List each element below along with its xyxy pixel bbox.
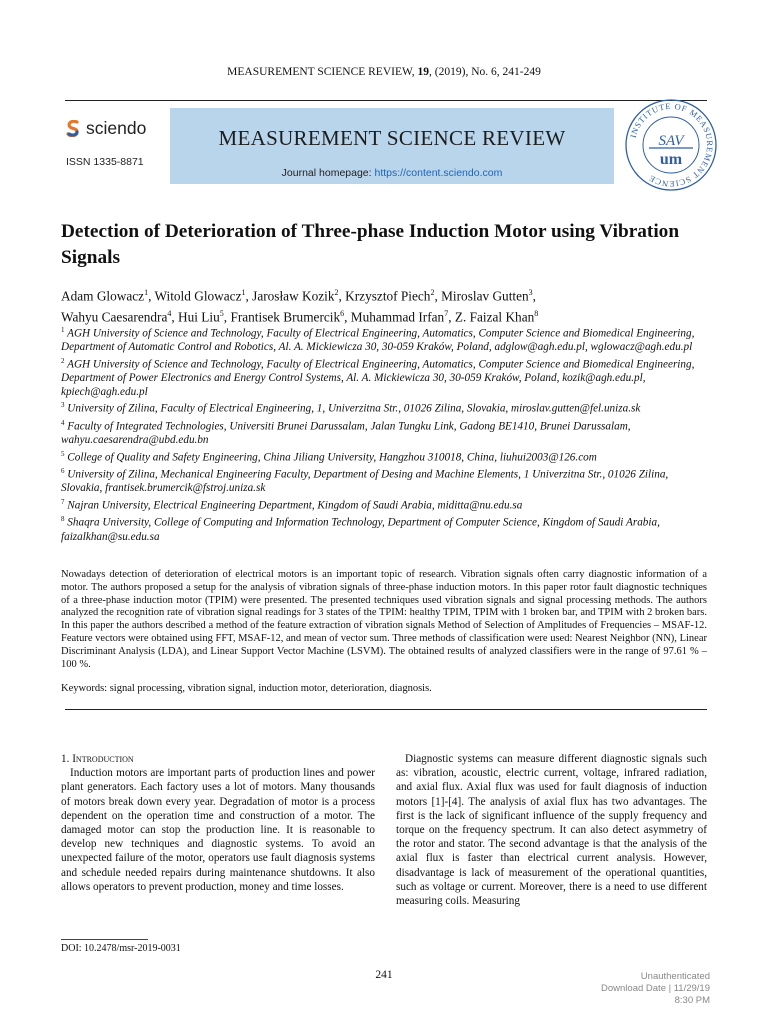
keywords: Keywords: signal processing, vibration signal, induction motor, deterioration, diagnosis.	[61, 683, 432, 694]
homepage-label: Journal homepage:	[281, 167, 372, 179]
affiliation-number: 3	[61, 401, 65, 410]
affiliation-item	[61, 417, 711, 448]
author-separator: ,	[344, 309, 351, 325]
affiliation-list	[61, 324, 711, 544]
homepage-link[interactable]: https://content.sciendo.com	[374, 167, 503, 179]
author-affiliation-mark: 1	[241, 288, 246, 297]
author-name: Miroslav Gutten	[441, 288, 529, 304]
author-affiliation-mark: 5	[219, 309, 224, 319]
affiliation-number: 8	[61, 515, 65, 524]
institute-seal-icon	[624, 98, 718, 192]
affiliation-number: 5	[61, 449, 65, 458]
author-separator: ,	[434, 288, 442, 304]
page-number: 241	[375, 969, 393, 981]
affiliation-text: University of Zilina, Faculty of Electrical Engineering, 1, Univerzitna Str., 01026 Zilina, Slovakia, miroslav.gutten@fel.uniza.sk	[67, 403, 641, 416]
affiliation-item	[61, 399, 711, 416]
journal-homepage	[170, 167, 614, 179]
affiliation-number: 1	[61, 326, 65, 334]
seal-bottom-text: um	[659, 151, 683, 168]
journal-issue-pages: , (2019), No. 6, 241-249	[429, 66, 541, 78]
affiliation-text: Najran University, Electrical Engineering Department, Kingdom of Saudi Arabia, miditta@nu.edu.sa	[67, 499, 523, 512]
author-list	[61, 284, 711, 327]
author-affiliation-mark: 6	[340, 309, 345, 319]
left-paragraph: Induction motors are important parts of production lines and power plant generators. Each factory uses a lot of motors. Many thousands of motors break down every year. Degradation of motor is a process dependent on the operation time and construction of a motor. The damaged motor can stop the production line. It is reasonable to develop new techniques and diagnostic systems. To avoid an unexpected failure of the motor, operators use fault diagnosis systems and schedule needed repairs during maintenance shutdowns. It also allows operators to prevent production, money and time losses.	[61, 767, 375, 893]
header-rule	[65, 100, 707, 101]
publisher-name: sciendo	[86, 118, 147, 138]
author-name: Z. Faizal Khan	[454, 309, 535, 325]
author-name: Wahyu Caesarendra	[61, 309, 168, 325]
affiliation-item	[61, 324, 711, 355]
issn: ISSN 1335-8871	[66, 156, 144, 168]
affiliation-item	[61, 448, 711, 465]
affiliation-item	[61, 496, 711, 513]
abstract-rule	[65, 709, 707, 710]
affiliation-text: Faculty of Integrated Technologies, Universiti Brunei Darussalam, Jalan Tungku Link, Gadong BE1410, Brunei Darussalam, wahyu.caesarendra@ubd.edu.bn	[61, 420, 631, 447]
author-separator: ,	[171, 309, 179, 325]
section-number: 1.	[61, 753, 73, 765]
author-name: Frantisek Brumercik	[230, 309, 341, 325]
seal-top-text: SAV	[658, 133, 684, 149]
affiliation-text: University of Zilina, Mechanical Engineering Faculty, Department of Desing and Machine Elements, 1 Univerzitna Str., 01026 Zilina, Slovakia, frantisek.brumercik@fstroj.uniza.sk	[61, 468, 669, 495]
author-separator: ,	[532, 288, 536, 304]
affiliation-text: College of Quality and Safety Engineering, China Jiliang University, Hangzhou 310018, China, liuhui2003@126.com	[67, 451, 597, 464]
author-affiliation-mark: 3	[528, 288, 533, 297]
author-affiliation-mark: 2	[430, 288, 435, 297]
journal-volume: 19	[417, 66, 430, 78]
body-left-column	[61, 752, 375, 894]
section-title: Introduction	[72, 753, 134, 765]
download-stamp	[580, 971, 710, 1007]
affiliation-number: 2	[61, 356, 65, 365]
affiliation-text: Shaqra University, College of Computing and Information Technology, Department of Computer Science, Kingdom of Saudi Arabia, faizalkhan@su.edu.sa	[61, 517, 660, 543]
author-name: Hui Liu	[178, 309, 220, 325]
author-name: Muhammad Irfan	[350, 309, 445, 325]
author-affiliation-mark: 7	[444, 309, 449, 319]
affiliation-text: AGH University of Science and Technology, Faculty of Electrical Engineering, Automatics, Computer Science and Biomedical Engineering, Department of Automatic Control and Robotics, Al. A. Mickiewicza 30, 30-059 Kraków, Poland, adglow@agh.edu.pl, wglowacz@agh.edu.pl	[61, 327, 695, 354]
affiliation-text: AGH University of Science and Technology, Faculty of Electrical Engineering, Automatics, Computer Science and Biomedical Engineering, Department of Power Electronics and Energy Control Systems, Al. A. Mickiewicza 30, 30-059 Kraków, Poland, kozik@agh.edu.pl, kpiech@agh.edu.pl	[61, 358, 695, 398]
unauthenticated-label: Unauthenticated	[640, 971, 710, 982]
author-separator: ,	[245, 288, 253, 304]
affiliation-number: 4	[61, 418, 65, 427]
affiliation-item	[61, 355, 711, 400]
affiliation-number: 7	[61, 497, 65, 506]
affiliation-item	[61, 465, 711, 496]
author-name: Krzysztof Piech	[345, 288, 431, 304]
affiliation-item	[61, 513, 711, 544]
author-name: Jarosław Kozik	[252, 288, 335, 304]
seal-ring-text: INSTITUTE OF MEASUREMENT SCIENCE	[628, 101, 715, 189]
banner-title: MEASUREMENT SCIENCE REVIEW	[218, 126, 566, 150]
download-date: Download Date | 11/29/19 8:30 PM	[601, 983, 710, 1006]
affiliation-number: 6	[61, 467, 65, 476]
journal-name: MEASUREMENT SCIENCE REVIEW,	[227, 66, 418, 78]
article-title: Detection of Deterioration of Three-phase Induction Motor using Vibration Signals	[61, 221, 680, 268]
body-right-column	[396, 752, 707, 908]
journal-citation	[0, 66, 768, 78]
author-name: Witold Glowacz	[154, 288, 242, 304]
author-separator: ,	[448, 309, 455, 325]
author-separator: ,	[223, 309, 231, 325]
author-separator: ,	[338, 288, 346, 304]
sciendo-logo	[66, 118, 146, 139]
doi: DOI: 10.2478/msr-2019-0031	[61, 943, 181, 954]
section-heading	[61, 752, 375, 766]
author-affiliation-mark: 4	[167, 309, 172, 319]
author-affiliation-mark: 1	[144, 288, 149, 297]
author-separator: ,	[148, 288, 155, 304]
author-affiliation-mark: 8	[534, 309, 539, 319]
sciendo-mark-icon	[66, 120, 81, 137]
abstract: Nowadays detection of deterioration of electrical motors is an important topic of research. Vibration signals often carry diagnostic information of a motor. The authors proposed a setup for the analysis of vibration signals of three-phase induction motors. In this paper rotor fault diagnostic techniques of a three-phase induction motor (TPIM) were presented. The presented techniques used vibration signals and signal processing methods. The authors analyzed the recognition rate of vibration signal readings for 3 states of the TPIM: healthy TPIM, TPIM with 1 broken bar, and TPIM with 2 broken bars. In this paper the authors described a method of the feature extraction of vibration signals Method of Selection of Amplitudes of Frequencies – MSAF-12. Feature vectors were obtained using FFT, MSAF-12, and mean of vector sum. Three methods of classification were used: Nearest Neighbor (NN), Linear Discriminant Analysis (LDA), and Linear Support Vector Machine (LSVM). The obtained results of analyzed classifiers were in the range of 97.61 % – 100 %.	[61, 569, 707, 670]
right-paragraph: Diagnostic systems can measure different diagnostic signals such as: vibration, acoustic, electric current, voltage, infrared radiation, and axial flux. Axial flux was used for fault diagnosis of induction motors [1]-[4]. The analysis of axial flux has two advantages. The first is the lack of significant influence of the supply frequency and torque on the frequency spectrum. It can also detect asymmetry of the rotor and stator. The second advantage is that the analysis of the axial flux is faster than electrical current analysis. However, disadvantage is lack of measurement of the operational quantities, such as voltage or current. Moreover, there is a need to use different measuring coils. Measuring	[396, 753, 707, 908]
author-name: Adam Glowacz	[61, 288, 145, 304]
footnote-rule	[61, 939, 148, 940]
author-affiliation-mark: 2	[334, 288, 339, 297]
